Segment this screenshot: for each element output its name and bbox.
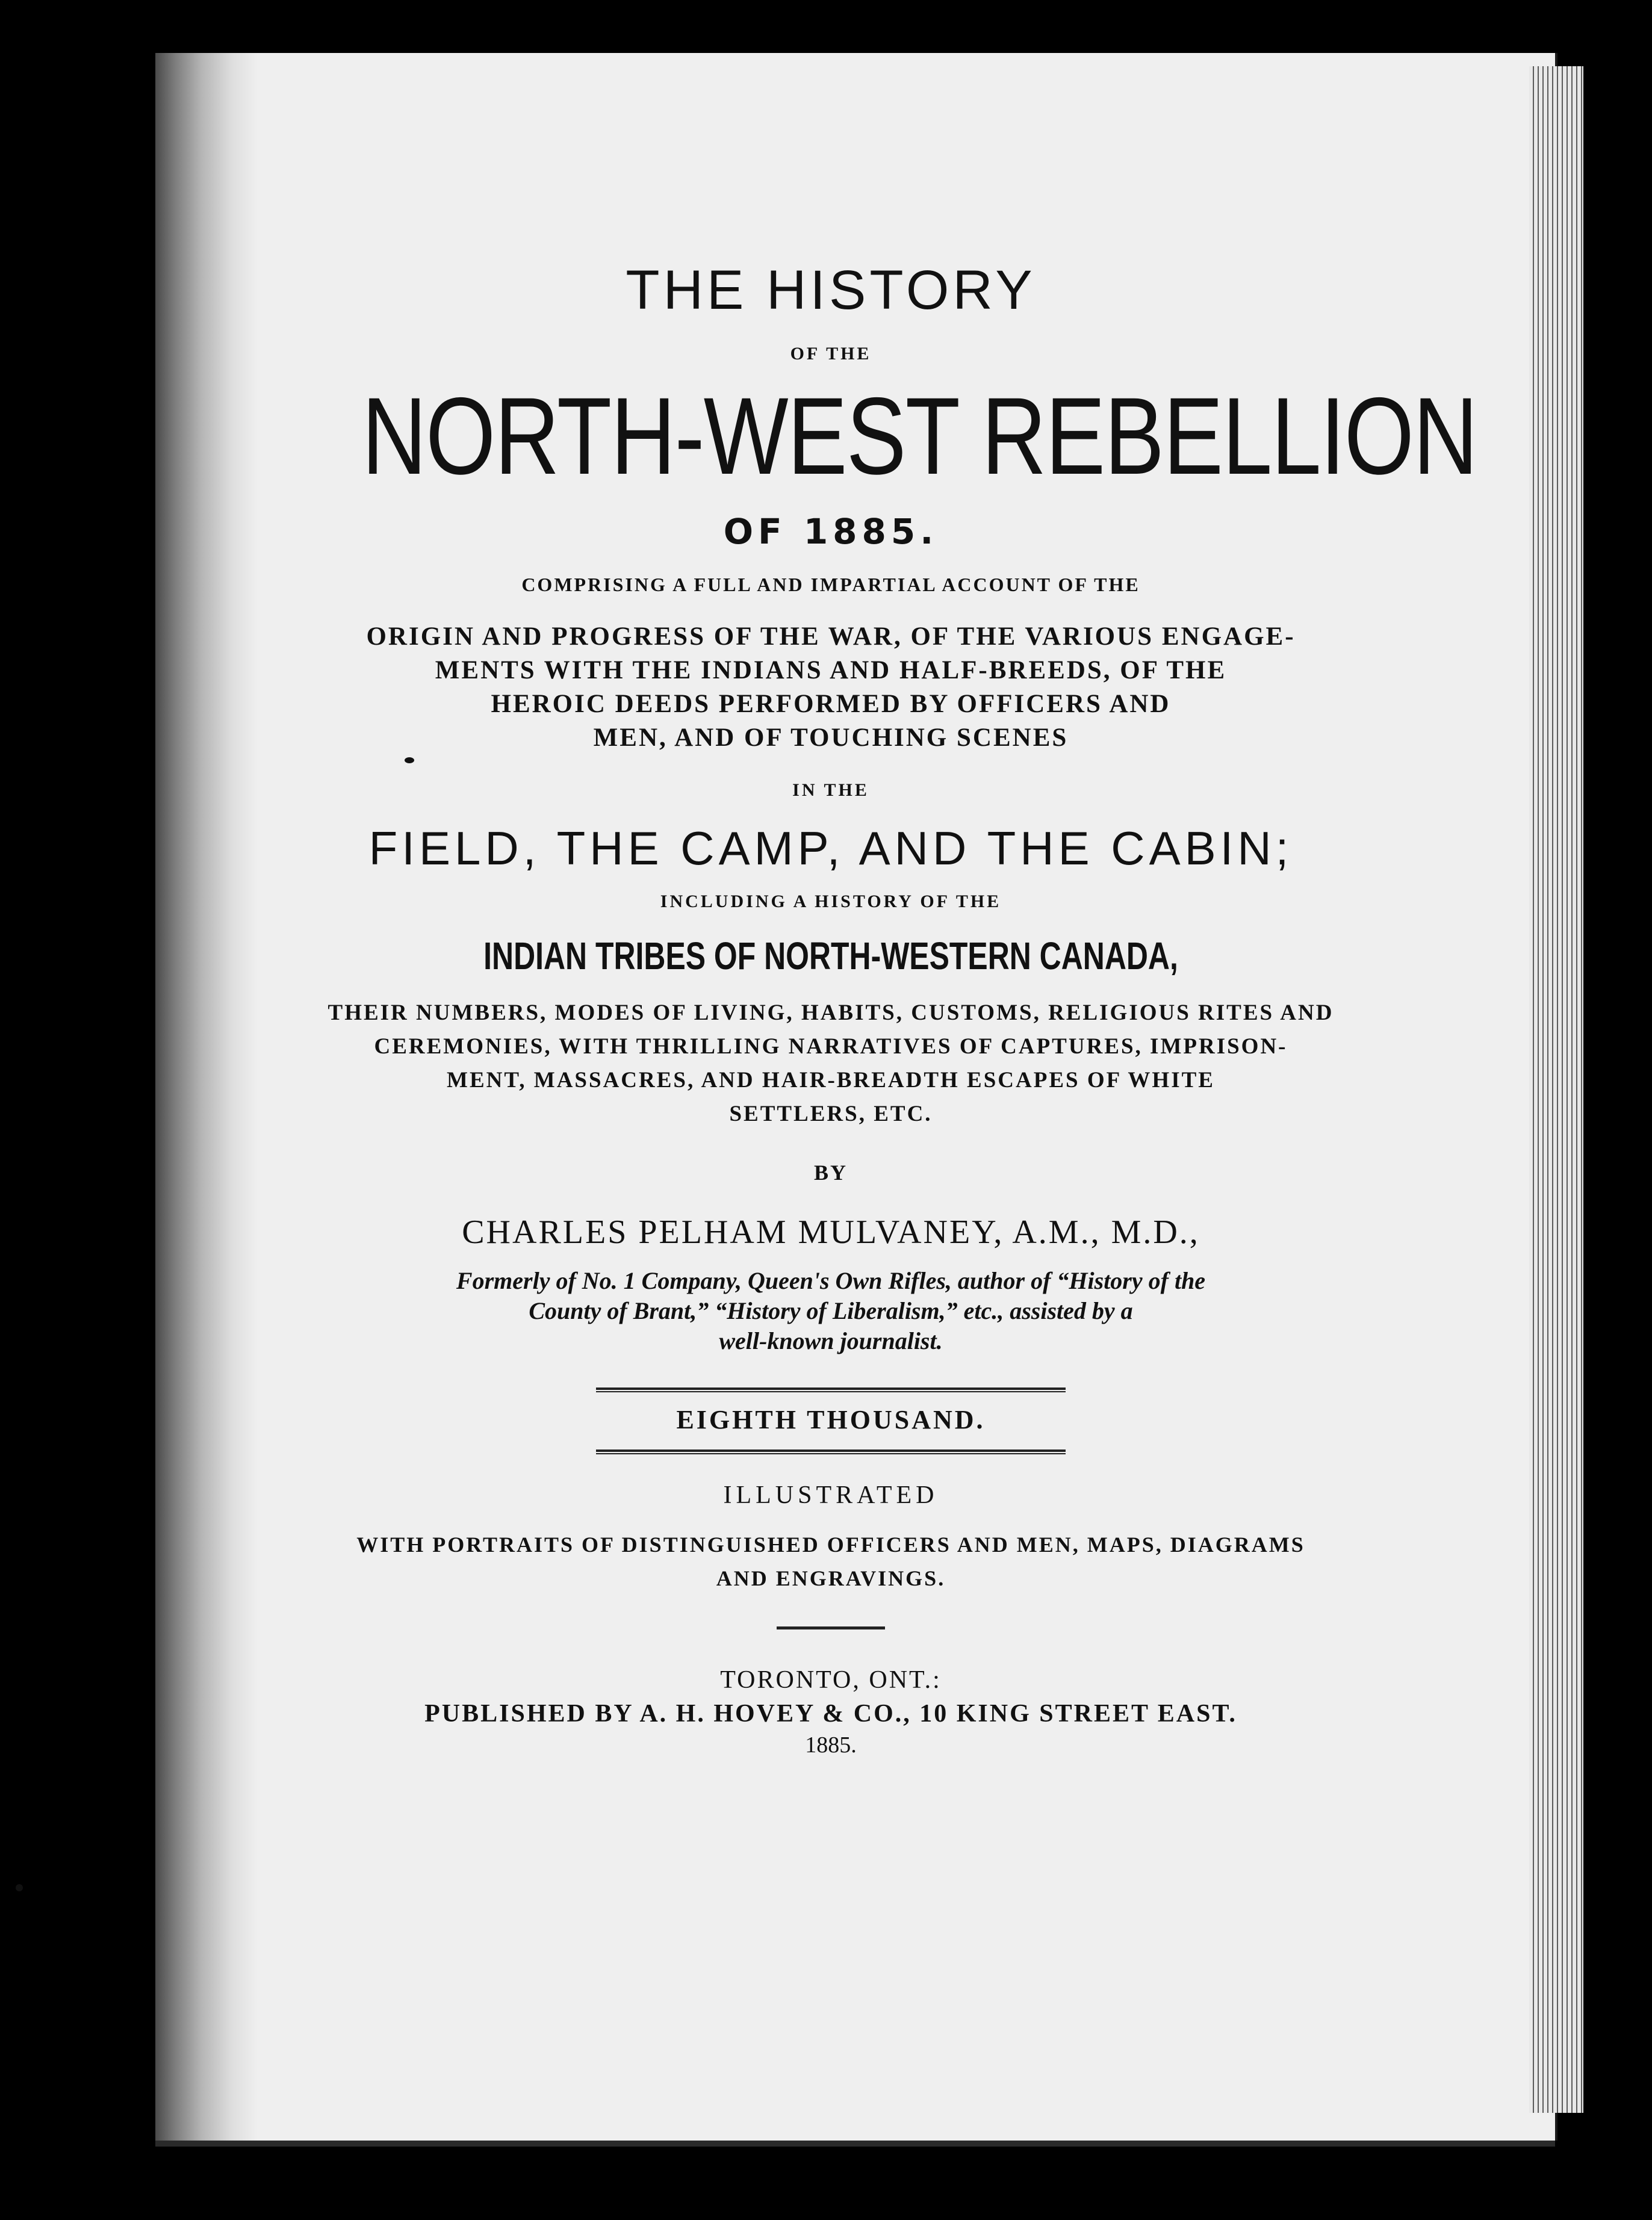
origin-paragraph xyxy=(259,620,1403,755)
author-credentials xyxy=(259,1266,1403,1356)
credential-line: well-known journalist. xyxy=(719,1327,943,1354)
by-line: BY xyxy=(813,1161,848,1185)
publication-year: 1885. xyxy=(805,1732,857,1758)
tribes-detail-paragraph xyxy=(259,996,1403,1131)
title-year-line: OF 1885. xyxy=(723,511,939,552)
author-name: CHARLES PELHAM MULVANEY, A.M., M.D., xyxy=(462,1214,1200,1251)
tribes-detail-line: SETTLERS, ETC. xyxy=(729,1102,933,1126)
tribes-detail-line: THEIR NUMBERS, MODES OF LIVING, HABITS, CUSTOMS, RELIGIOUS RITES AND xyxy=(328,1000,1334,1025)
publication-city: TORONTO, ONT.: xyxy=(720,1666,942,1694)
origin-line: HEROIC DEEDS PERFORMED BY OFFICERS AND xyxy=(491,690,1171,718)
credential-line: County of Brant,” “History of Liberalism,” etc., assisted by a xyxy=(529,1297,1133,1324)
origin-line: MENTS WITH THE INDIANS AND HALF-BREEDS, OF THE xyxy=(435,656,1227,684)
including-line: INCLUDING A HISTORY OF THE xyxy=(660,891,1002,911)
illustrations-line: AND ENGRAVINGS. xyxy=(716,1566,946,1590)
ink-speck xyxy=(16,1884,23,1891)
indian-tribes-heading: INDIAN TRIBES OF NORTH-WESTERN CANADA, xyxy=(483,934,1178,978)
illustrations-line: WITH PORTRAITS OF DISTINGUISHED OFFICERS AND MEN, MAPS, DIAGRAMS xyxy=(356,1533,1305,1557)
rule-above-edition xyxy=(596,1388,1066,1392)
origin-line: ORIGIN AND PROGRESS OF THE WAR, OF THE VARIOUS ENGAGE- xyxy=(366,622,1296,651)
comprising-line: COMPRISING A FULL AND IMPARTIAL ACCOUNT OF THE xyxy=(521,574,1140,595)
page-edges xyxy=(1529,66,1583,2113)
page-bottom-edge xyxy=(155,2141,1555,2147)
illustrated-label: ILLUSTRATED xyxy=(723,1481,939,1509)
edition-label: EIGHTH THOUSAND. xyxy=(676,1405,986,1434)
field-camp-cabin-line: FIELD, THE CAMP, AND THE CABIN; xyxy=(368,822,1293,875)
connector-in-the: IN THE xyxy=(792,780,869,800)
publisher-line: PUBLISHED BY A. H. HOVEY & CO., 10 KING STREET EAST. xyxy=(424,1700,1237,1728)
rule-below-edition xyxy=(596,1450,1066,1454)
origin-line: MEN, AND OF TOUCHING SCENES xyxy=(593,724,1069,752)
title-page-content xyxy=(259,229,1477,1758)
short-divider xyxy=(777,1626,885,1629)
title-connector-of-the: OF THE xyxy=(790,344,872,364)
title-line-the-history: THE HISTORY xyxy=(626,259,1036,321)
binding-gutter-shadow xyxy=(155,53,258,2141)
illustrations-description xyxy=(259,1528,1403,1595)
credential-line: Formerly of No. 1 Company, Queen's Own Rifles, author of “History of the xyxy=(456,1267,1206,1294)
tribes-detail-line: MENT, MASSACRES, AND HAIR-BREADTH ESCAPES OF WHITE xyxy=(447,1068,1215,1093)
main-title: NORTH-WEST REBELLION xyxy=(362,374,1477,497)
tribes-detail-line: CEREMONIES, WITH THRILLING NARRATIVES OF CAPTURES, IMPRISON- xyxy=(374,1034,1288,1059)
